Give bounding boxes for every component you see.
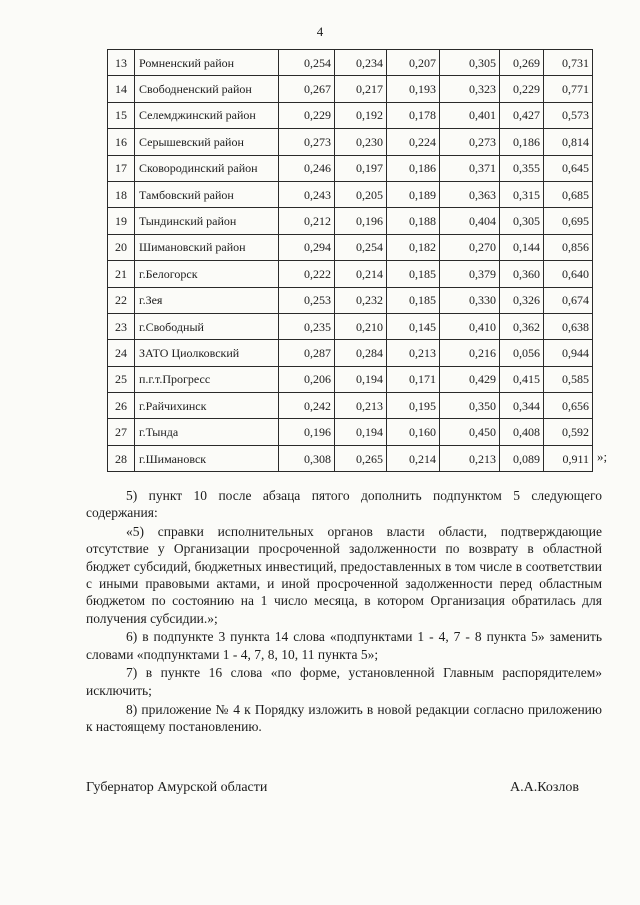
value-cell: 0,640 <box>544 261 593 287</box>
value-cell: 0,171 <box>387 366 440 392</box>
value-cell: 0,185 <box>387 287 440 313</box>
district-name: г.Тында <box>135 419 279 445</box>
table-row <box>108 340 593 366</box>
value-cell: 0,269 <box>500 50 544 76</box>
value-cell: 0,254 <box>279 50 335 76</box>
table-row <box>108 102 593 128</box>
table-closing-mark: »; <box>597 449 608 464</box>
value-cell: 0,265 <box>335 445 387 471</box>
value-cell: 0,189 <box>387 181 440 207</box>
value-cell: 0,408 <box>500 419 544 445</box>
value-cell: 0,362 <box>500 313 544 339</box>
row-number: 25 <box>108 366 135 392</box>
row-number: 18 <box>108 181 135 207</box>
value-cell: 0,305 <box>440 50 500 76</box>
signatory-name: А.А.Козлов <box>510 780 579 795</box>
district-name: Сковородинский район <box>135 155 279 181</box>
value-cell: 0,178 <box>387 102 440 128</box>
table-row <box>108 234 593 260</box>
table-row <box>108 366 593 392</box>
value-cell: 0,197 <box>335 155 387 181</box>
value-cell: 0,229 <box>500 76 544 102</box>
value-cell: 0,056 <box>500 340 544 366</box>
value-cell: 0,205 <box>335 181 387 207</box>
table-row <box>108 393 593 419</box>
value-cell: 0,294 <box>279 234 335 260</box>
value-cell: 0,242 <box>279 393 335 419</box>
value-cell: 0,323 <box>440 76 500 102</box>
district-name: г.Шимановск <box>135 445 279 471</box>
value-cell: 0,194 <box>335 419 387 445</box>
signatory-position: Губернатор Амурской области <box>86 780 268 795</box>
value-cell: 0,192 <box>335 102 387 128</box>
value-cell: 0,284 <box>335 340 387 366</box>
table-row <box>108 181 593 207</box>
value-cell: 0,196 <box>335 208 387 234</box>
row-number: 22 <box>108 287 135 313</box>
table-row <box>108 261 593 287</box>
table-row <box>108 445 593 471</box>
value-cell: 0,224 <box>387 129 440 155</box>
value-cell: 0,771 <box>544 76 593 102</box>
value-cell: 0,246 <box>279 155 335 181</box>
value-cell: 0,160 <box>387 419 440 445</box>
row-number: 28 <box>108 445 135 471</box>
row-number: 19 <box>108 208 135 234</box>
value-cell: 0,363 <box>440 181 500 207</box>
table-row <box>108 419 593 445</box>
value-cell: 0,350 <box>440 393 500 419</box>
value-cell: 0,645 <box>544 155 593 181</box>
value-cell: 0,856 <box>544 234 593 260</box>
value-cell: 0,213 <box>335 393 387 419</box>
value-cell: 0,685 <box>544 181 593 207</box>
value-cell: 0,207 <box>387 50 440 76</box>
value-cell: 0,308 <box>279 445 335 471</box>
district-name: Селемджинский район <box>135 102 279 128</box>
value-cell: 0,222 <box>279 261 335 287</box>
signature-block <box>86 780 579 796</box>
value-cell: 0,206 <box>279 366 335 392</box>
value-cell: 0,234 <box>335 50 387 76</box>
value-cell: 0,267 <box>279 76 335 102</box>
value-cell: 0,185 <box>387 261 440 287</box>
page-number: 4 <box>316 24 324 39</box>
district-name: г.Белогорск <box>135 261 279 287</box>
value-cell: 0,344 <box>500 393 544 419</box>
value-cell: 0,196 <box>279 419 335 445</box>
district-name: п.г.т.Прогресс <box>135 366 279 392</box>
value-cell: 0,305 <box>500 208 544 234</box>
value-cell: 0,214 <box>335 261 387 287</box>
value-cell: 0,216 <box>440 340 500 366</box>
value-cell: 0,355 <box>500 155 544 181</box>
value-cell: 0,404 <box>440 208 500 234</box>
table-row <box>108 208 593 234</box>
value-cell: 0,415 <box>500 366 544 392</box>
table-row <box>108 129 593 155</box>
paragraph: 8) приложение № 4 к Порядку изложить в новой редакции согласно приложению к настоящему постановлению. <box>86 701 602 734</box>
value-cell: 0,213 <box>440 445 500 471</box>
value-cell: 0,253 <box>279 287 335 313</box>
value-cell: 0,330 <box>440 287 500 313</box>
value-cell: 0,287 <box>279 340 335 366</box>
value-cell: 0,195 <box>387 393 440 419</box>
district-name: Ромненский район <box>135 50 279 76</box>
value-cell: 0,401 <box>440 102 500 128</box>
value-cell: 0,273 <box>440 129 500 155</box>
table-row <box>108 50 593 76</box>
value-cell: 0,592 <box>544 419 593 445</box>
value-cell: 0,427 <box>500 102 544 128</box>
value-cell: 0,911 <box>544 445 593 471</box>
row-number: 24 <box>108 340 135 366</box>
district-name: Шимановский район <box>135 234 279 260</box>
value-cell: 0,212 <box>279 208 335 234</box>
row-number: 27 <box>108 419 135 445</box>
value-cell: 0,194 <box>335 366 387 392</box>
value-cell: 0,450 <box>440 419 500 445</box>
paragraph: 7) в пункте 16 слова «по форме, установленной Главным распорядителем» исключить; <box>86 665 602 698</box>
value-cell: 0,217 <box>335 76 387 102</box>
value-cell: 0,186 <box>500 129 544 155</box>
value-cell: 0,254 <box>335 234 387 260</box>
district-name: г.Зея <box>135 287 279 313</box>
row-number: 16 <box>108 129 135 155</box>
table-row <box>108 313 593 339</box>
value-cell: 0,429 <box>440 366 500 392</box>
row-number: 23 <box>108 313 135 339</box>
coefficients-table <box>107 49 593 472</box>
row-number: 14 <box>108 76 135 102</box>
district-name: Тындинский район <box>135 208 279 234</box>
value-cell: 0,144 <box>500 234 544 260</box>
value-cell: 0,273 <box>279 129 335 155</box>
value-cell: 0,232 <box>335 287 387 313</box>
paragraph: 6) в подпункте 3 пункта 14 слова «подпунктами 1 - 4, 7 - 8 пункта 5» заменить словами «подпунктами 1 - 4, 7, 8, 10, 11 пункта 5»; <box>86 629 602 662</box>
value-cell: 0,193 <box>387 76 440 102</box>
value-cell: 0,186 <box>387 155 440 181</box>
value-cell: 0,188 <box>387 208 440 234</box>
value-cell: 0,210 <box>335 313 387 339</box>
value-cell: 0,229 <box>279 102 335 128</box>
table-row <box>108 155 593 181</box>
value-cell: 0,230 <box>335 129 387 155</box>
value-cell: 0,315 <box>500 181 544 207</box>
value-cell: 0,410 <box>440 313 500 339</box>
value-cell: 0,213 <box>387 340 440 366</box>
value-cell: 0,235 <box>279 313 335 339</box>
value-cell: 0,674 <box>544 287 593 313</box>
value-cell: 0,585 <box>544 366 593 392</box>
district-name: Свободненский район <box>135 76 279 102</box>
district-name: Серышевский район <box>135 129 279 155</box>
row-number: 20 <box>108 234 135 260</box>
district-name: г.Райчихинск <box>135 393 279 419</box>
value-cell: 0,379 <box>440 261 500 287</box>
value-cell: 0,638 <box>544 313 593 339</box>
value-cell: 0,326 <box>500 287 544 313</box>
value-cell: 0,371 <box>440 155 500 181</box>
value-cell: 0,182 <box>387 234 440 260</box>
paragraph: «5) справки исполнительных органов власти области, подтверждающие отсутствие у Организации просроченной задолженности по возврату в областной бюджет субсидий, бюджетных инвестиций, предоставленных в том числе в соответствии с иными правовыми актами, и иной просроченной задолженности перед областным бюджетом по состоянию на 1 число месяца, в котором Организация обратилась для получения субсидии.»; <box>86 524 602 626</box>
value-cell: 0,089 <box>500 445 544 471</box>
row-number: 21 <box>108 261 135 287</box>
table-row <box>108 287 593 313</box>
row-number: 17 <box>108 155 135 181</box>
row-number: 15 <box>108 102 135 128</box>
value-cell: 0,243 <box>279 181 335 207</box>
district-name: ЗАТО Циолковский <box>135 340 279 366</box>
paragraph: 5) пункт 10 после абзаца пятого дополнить подпунктом 5 следующего содержания: <box>86 488 602 521</box>
value-cell: 0,695 <box>544 208 593 234</box>
value-cell: 0,814 <box>544 129 593 155</box>
value-cell: 0,214 <box>387 445 440 471</box>
value-cell: 0,731 <box>544 50 593 76</box>
value-cell: 0,656 <box>544 393 593 419</box>
amendment-text <box>86 487 602 737</box>
value-cell: 0,270 <box>440 234 500 260</box>
district-name: г.Свободный <box>135 313 279 339</box>
value-cell: 0,145 <box>387 313 440 339</box>
value-cell: 0,944 <box>544 340 593 366</box>
row-number: 26 <box>108 393 135 419</box>
district-name: Тамбовский район <box>135 181 279 207</box>
value-cell: 0,573 <box>544 102 593 128</box>
value-cell: 0,360 <box>500 261 544 287</box>
row-number: 13 <box>108 50 135 76</box>
table-row <box>108 76 593 102</box>
